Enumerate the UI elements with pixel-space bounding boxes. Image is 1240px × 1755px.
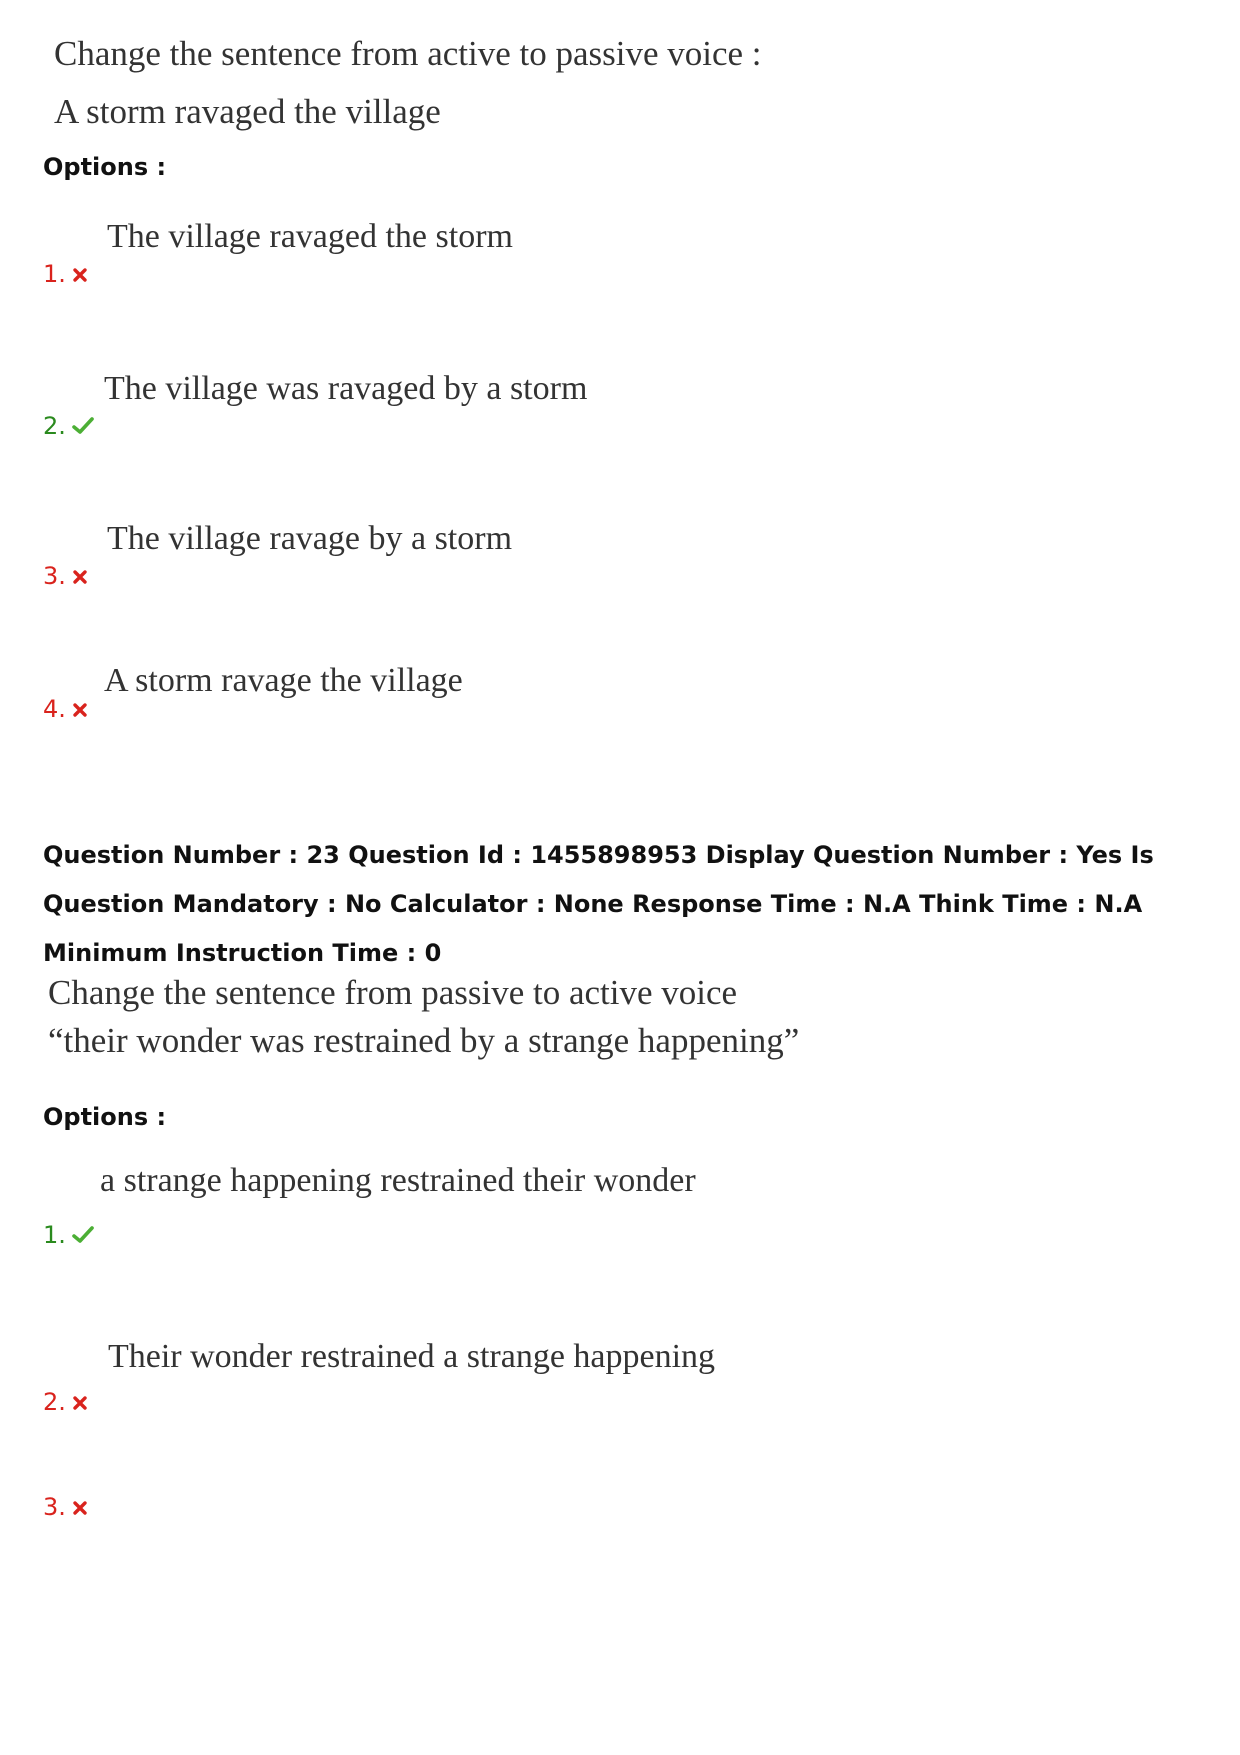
question-meta: Question Number : 23 Question Id : 1455898953 Display Question Number : Yes Is Question Mandatory : No Calculator : None Response Time : N.A Think Time : N.A Minimum Instruction Time : 0 <box>43 841 1154 967</box>
options-label: Options : <box>43 1103 167 1131</box>
check-icon <box>72 413 94 441</box>
question-sentence: A storm ravaged the village <box>54 92 441 131</box>
option-number: 1. <box>43 260 88 289</box>
option-text: a strange happening restrained their wonder <box>100 1162 696 1199</box>
check-icon <box>72 1222 94 1250</box>
option-text: The village was ravaged by a storm <box>104 370 588 407</box>
cross-icon <box>72 563 88 591</box>
option-number: 2. <box>43 412 94 441</box>
question-prompt: Change the sentence from passive to active voice <box>48 973 738 1012</box>
cross-icon <box>72 261 88 289</box>
question-prompt: Change the sentence from active to passive voice : <box>54 34 762 73</box>
question-sentence: “their wonder was restrained by a strange happening” <box>48 1021 800 1060</box>
option-text: Their wonder restrained a strange happening <box>108 1338 716 1375</box>
option-number: 2. <box>43 1388 88 1417</box>
options-label: Options : <box>43 153 167 181</box>
option-number: 4. <box>43 695 88 724</box>
option-text: The village ravaged the storm <box>107 218 513 255</box>
option-text: A storm ravage the village <box>104 662 463 699</box>
cross-icon <box>72 1389 88 1417</box>
option-number: 3. <box>43 1493 88 1522</box>
option-number: 1. <box>43 1221 94 1250</box>
cross-icon <box>72 696 88 724</box>
cross-icon <box>72 1494 88 1522</box>
option-number: 3. <box>43 562 88 591</box>
option-text: The village ravage by a storm <box>107 520 513 557</box>
